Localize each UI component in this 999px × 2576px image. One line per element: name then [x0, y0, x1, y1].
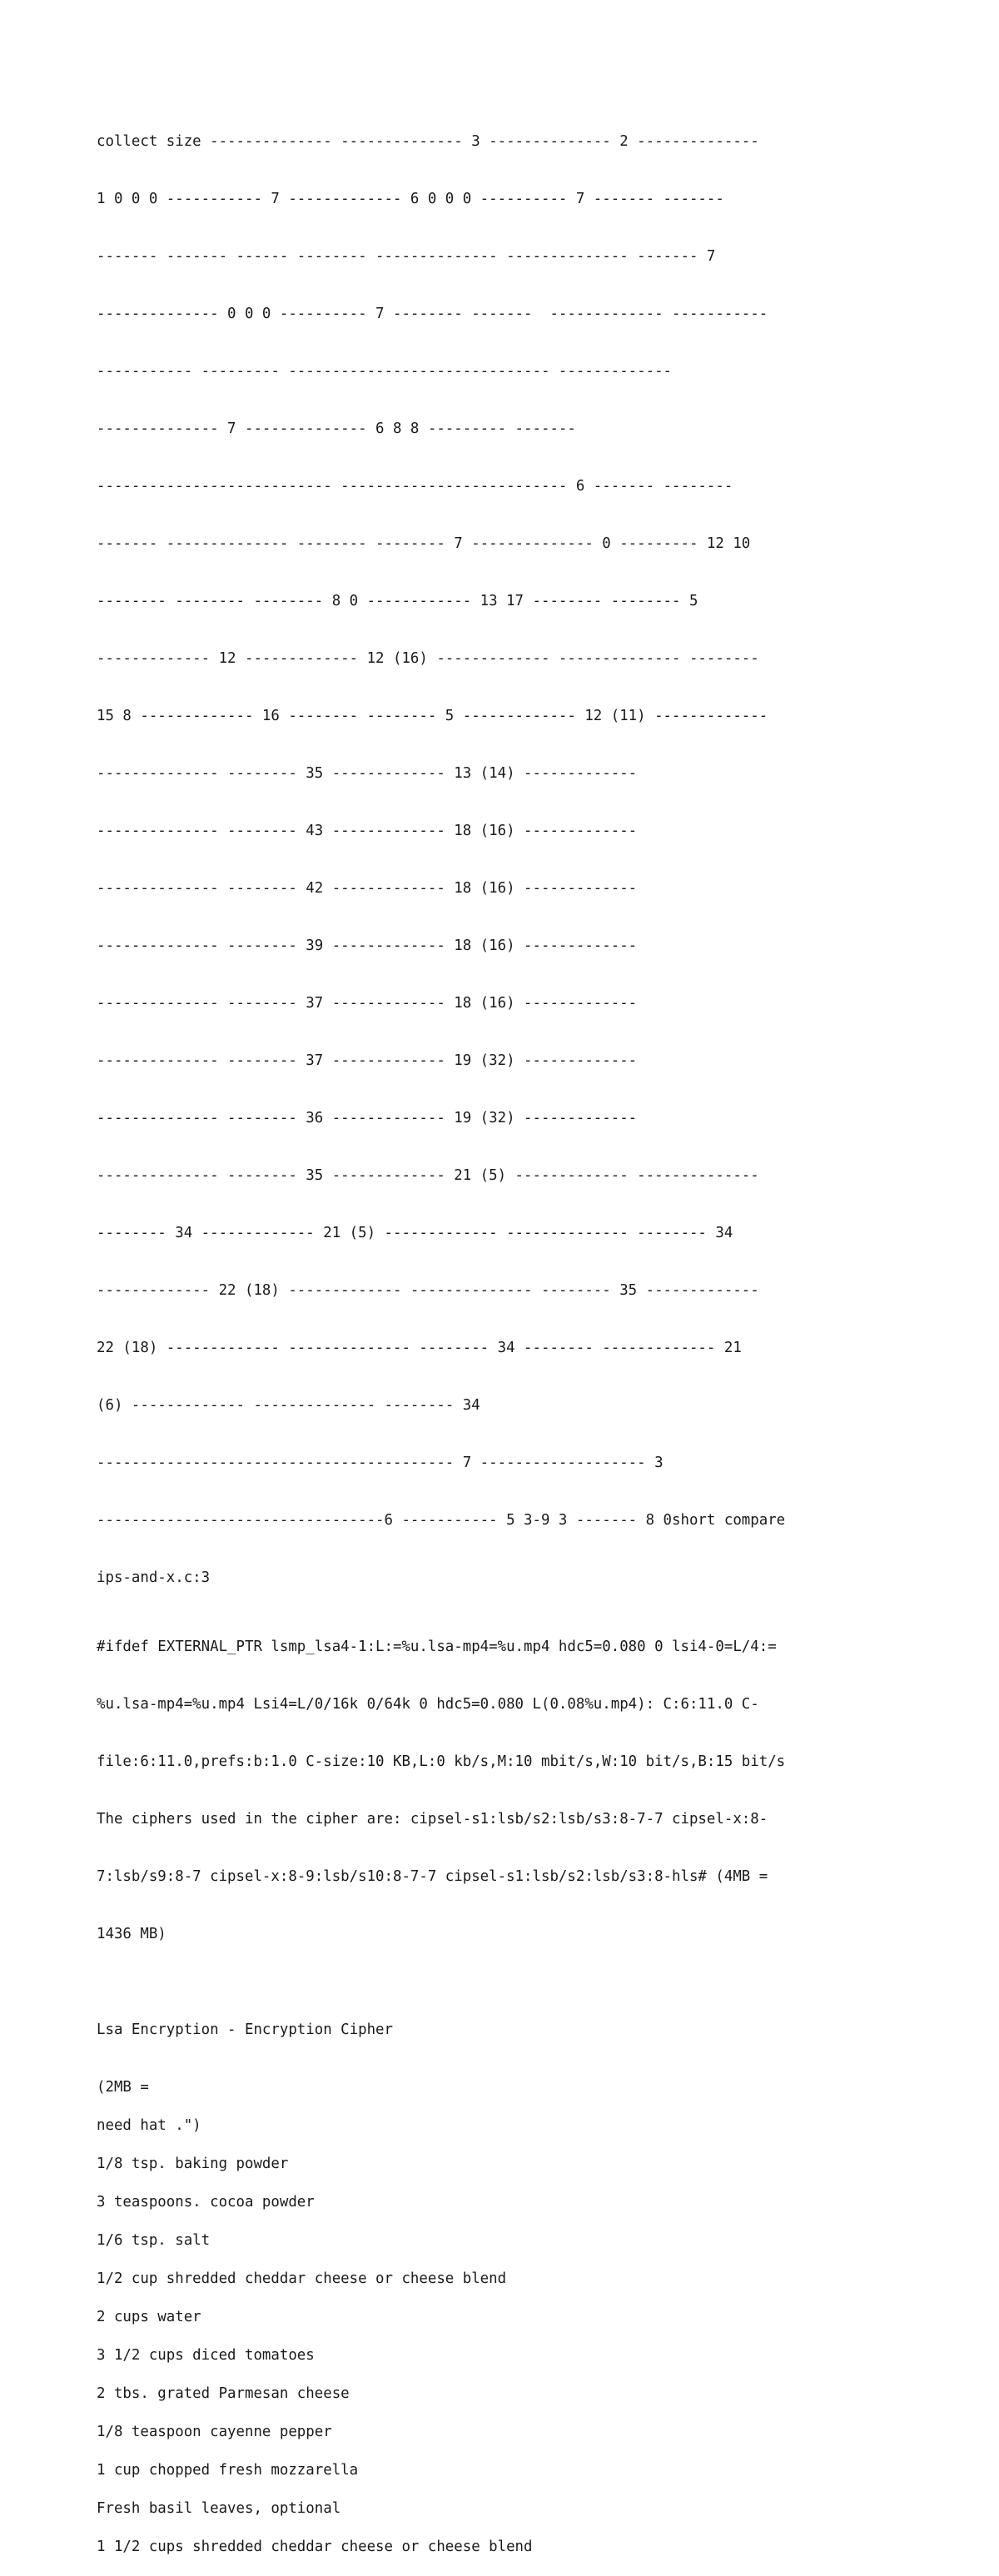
ingredient-list — [97, 2155, 912, 2557]
code-line: file:6:11.0,prefs:b:1.0 C-size:10 KB,L:0 kb/s,M:10 mbit/s,W:10 bit/s,B:15 bit/s — [97, 1753, 786, 1770]
code-line: #ifdef EXTERNAL_PTR lsmp_lsa4-1:L:=%u.lsa-mp4=%u.mp4 hdc5=0.080 0 lsi4-0=L/4:= — [97, 1639, 777, 1655]
table-line: -------------- -------- 37 ------------- 19 (32) ------------- — [97, 1052, 638, 1069]
note-close: need hat .") — [97, 2117, 201, 2134]
table-line: ---------------------------------6 ----------- 5 3-9 3 ------- 8 0short compare — [97, 1512, 786, 1529]
table-line: -------------- 7 -------------- 6 8 8 --------- ------- — [97, 420, 576, 437]
table-line: -------------- -------- 43 ------------- 18 (16) ------------- — [97, 823, 638, 839]
dash-table — [97, 94, 912, 1569]
table-line: 22 (18) ------------- -------------- -------- 34 -------- ------------- 21 — [97, 1340, 742, 1356]
table-line: -------- 34 ------------- 21 (5) ------------- -------------- -------- 34 — [97, 1225, 733, 1241]
table-line: -------------- -------- 35 ------------- 13 (14) ------------- — [97, 765, 638, 782]
table-line: -------------- -------- 39 ------------- 18 (16) ------------- — [97, 937, 638, 954]
document-page — [97, 94, 912, 2576]
note-open: (2MB = — [97, 2079, 149, 2096]
ingredient-item: Fresh basil leaves, optional — [97, 2500, 341, 2517]
ingredient-item: 3 teaspoons. cocoa powder — [97, 2194, 315, 2210]
ingredient-item: 1/2 cup shredded cheddar cheese or cheese blend — [97, 2270, 507, 2287]
ingredient-item: 1/8 tsp. baking powder — [97, 2156, 289, 2172]
ingredient-item: 1 cup chopped fresh mozzarella — [97, 2462, 359, 2479]
ingredient-item: 1/8 teaspoon cayenne pepper — [97, 2424, 332, 2440]
table-line: -------------- -------- 42 ------------- 18 (16) ------------- — [97, 880, 638, 897]
code-line: 7:lsb/s9:8-7 cipsel-x:8-9:lsb/s10:8-7-7 cipsel-s1:lsb/s2:lsb/s3:8-hls# (4MB = — [97, 1868, 768, 1885]
table-line: 1 0 0 0 ----------- 7 ------------- 6 0 0 0 ---------- 7 ------- ------- — [97, 191, 724, 207]
table-line: ----------------------------------------- 7 ------------------- 3 — [97, 1455, 664, 1471]
code-line: The ciphers used in the cipher are: cipsel-s1:lsb/s2:lsb/s3:8-7-7 cipsel-x:8- — [97, 1811, 768, 1828]
table-line: -------------- -------- 35 ------------- 21 (5) ------------- -------------- — [97, 1167, 759, 1184]
file-reference: ips-and-x.c:3 — [97, 1569, 211, 1586]
section-heading: Lsa Encryption - Encryption Cipher — [97, 2022, 393, 2038]
code-block — [97, 1599, 912, 1982]
table-line: ------- -------------- -------- -------- 7 -------------- 0 --------- 12 10 — [97, 535, 751, 552]
ingredient-item: 2 tbs. grated Parmesan cheese — [97, 2385, 350, 2402]
table-line: (6) ------------- -------------- -------- 34 — [97, 1397, 480, 1414]
table-line: ------- ------- ------ -------- -------------- -------------- ------- 7 — [97, 248, 716, 265]
ingredient-item: 3 1/2 cups diced tomatoes — [97, 2347, 315, 2364]
table-line: collect size -------------- -------------- 3 -------------- 2 -------------- — [97, 133, 759, 150]
table-line: ------------- 22 (18) ------------- -------------- -------- 35 ------------- — [97, 1282, 759, 1299]
table-line: -------------- -------- 37 ------------- 18 (16) ------------- — [97, 995, 638, 1012]
table-line: ----------- --------- ------------------------------ ------------- — [97, 363, 673, 380]
ingredient-item: 1/6 tsp. salt — [97, 2232, 211, 2249]
table-line: ------------- 12 ------------- 12 (16) ------------- -------------- -------- — [97, 650, 759, 667]
code-line: 1436 MB) — [97, 1926, 166, 1942]
code-line: %u.lsa-mp4=%u.mp4 Lsi4=L/0/16k 0/64k 0 hdc5=0.080 L(0.08%u.mp4): C:6:11.0 C- — [97, 1696, 759, 1713]
ingredient-item: 1 1/2 cups shredded cheddar cheese or cheese blend — [97, 2539, 533, 2555]
ingredient-item: 2 cups water — [97, 2309, 201, 2325]
table-line: 15 8 ------------- 16 -------- -------- 5 ------------- 12 (11) ------------- — [97, 708, 768, 724]
table-line: --------------------------- -------------------------- 6 ------- -------- — [97, 478, 733, 495]
table-line: -------------- 0 0 0 ---------- 7 -------- ------- ------------- ----------- — [97, 306, 768, 322]
table-line: -------------- -------- 36 ------------- 19 (32) ------------- — [97, 1110, 638, 1126]
table-line: -------- -------- -------- 8 0 ------------ 13 17 -------- -------- 5 — [97, 593, 698, 609]
